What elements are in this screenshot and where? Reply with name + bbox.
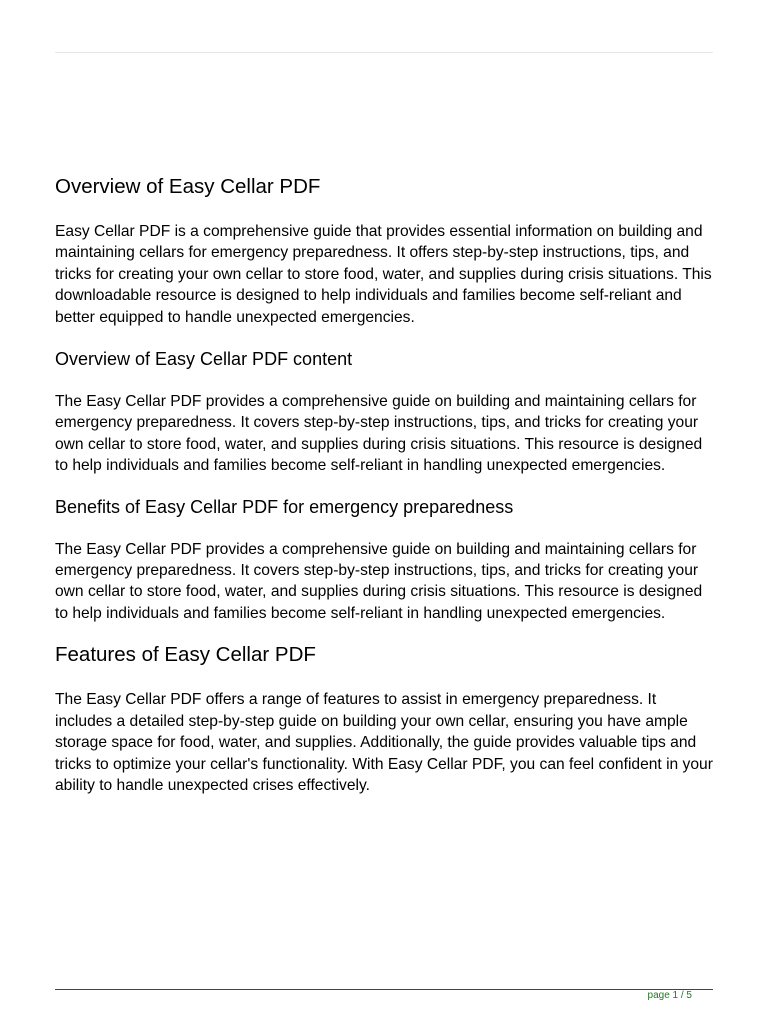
header-divider bbox=[55, 52, 713, 53]
section-paragraph-content: The Easy Cellar PDF provides a comprehensive guide on building and maintaining cellars for emergency preparedness. It covers step-by-step instructions, tips, and tricks for creating your own cellar to store food, water, and supplies during crisis situations. This resource is designed to help individuals and families become self-reliant in handling unexpected emergencies. bbox=[55, 393, 703, 475]
section-heading-content: Overview of Easy Cellar PDF content bbox=[55, 349, 353, 370]
section-paragraph-overview: Easy Cellar PDF is a comprehensive guide that provides essential information on building and maintaining cellars for emergency preparedness. It offers step-by-step instructions, tips, and tricks for creating your own cellar to store food, water, and supplies during crisis situations. This downloadable resource is designed to help individuals and families become self-reliant and better equipped to handle unexpected emergencies. bbox=[55, 223, 712, 326]
page-number: page 1 / 5 bbox=[647, 990, 692, 1001]
section-heading-features: Features of Easy Cellar PDF bbox=[55, 643, 316, 667]
section-heading-benefits: Benefits of Easy Cellar PDF for emergency preparedness bbox=[55, 496, 514, 517]
section-paragraph-benefits: The Easy Cellar PDF provides a comprehensive guide on building and maintaining cellars for emergency preparedness. It covers step-by-step instructions, tips, and tricks for creating your own cellar to store food, water, and supplies during crisis situations. This resource is designed to help individuals and families become self-reliant in handling unexpected emergencies. bbox=[55, 540, 703, 622]
footer-divider bbox=[55, 989, 713, 990]
document-body bbox=[55, 172, 715, 796]
section-paragraph-features: The Easy Cellar PDF offers a range of features to assist in emergency preparedness. It includes a detailed step-by-step guide on building your own cellar, ensuring you have ample storage space for food, water, and supplies. Additionally, the guide provides valuable tips and tricks to optimize your cellar's functionality. With Easy Cellar PDF, you can feel confident in your ability to handle unexpected crises effectively. bbox=[55, 691, 713, 794]
section-heading-overview: Overview of Easy Cellar PDF bbox=[55, 175, 321, 198]
